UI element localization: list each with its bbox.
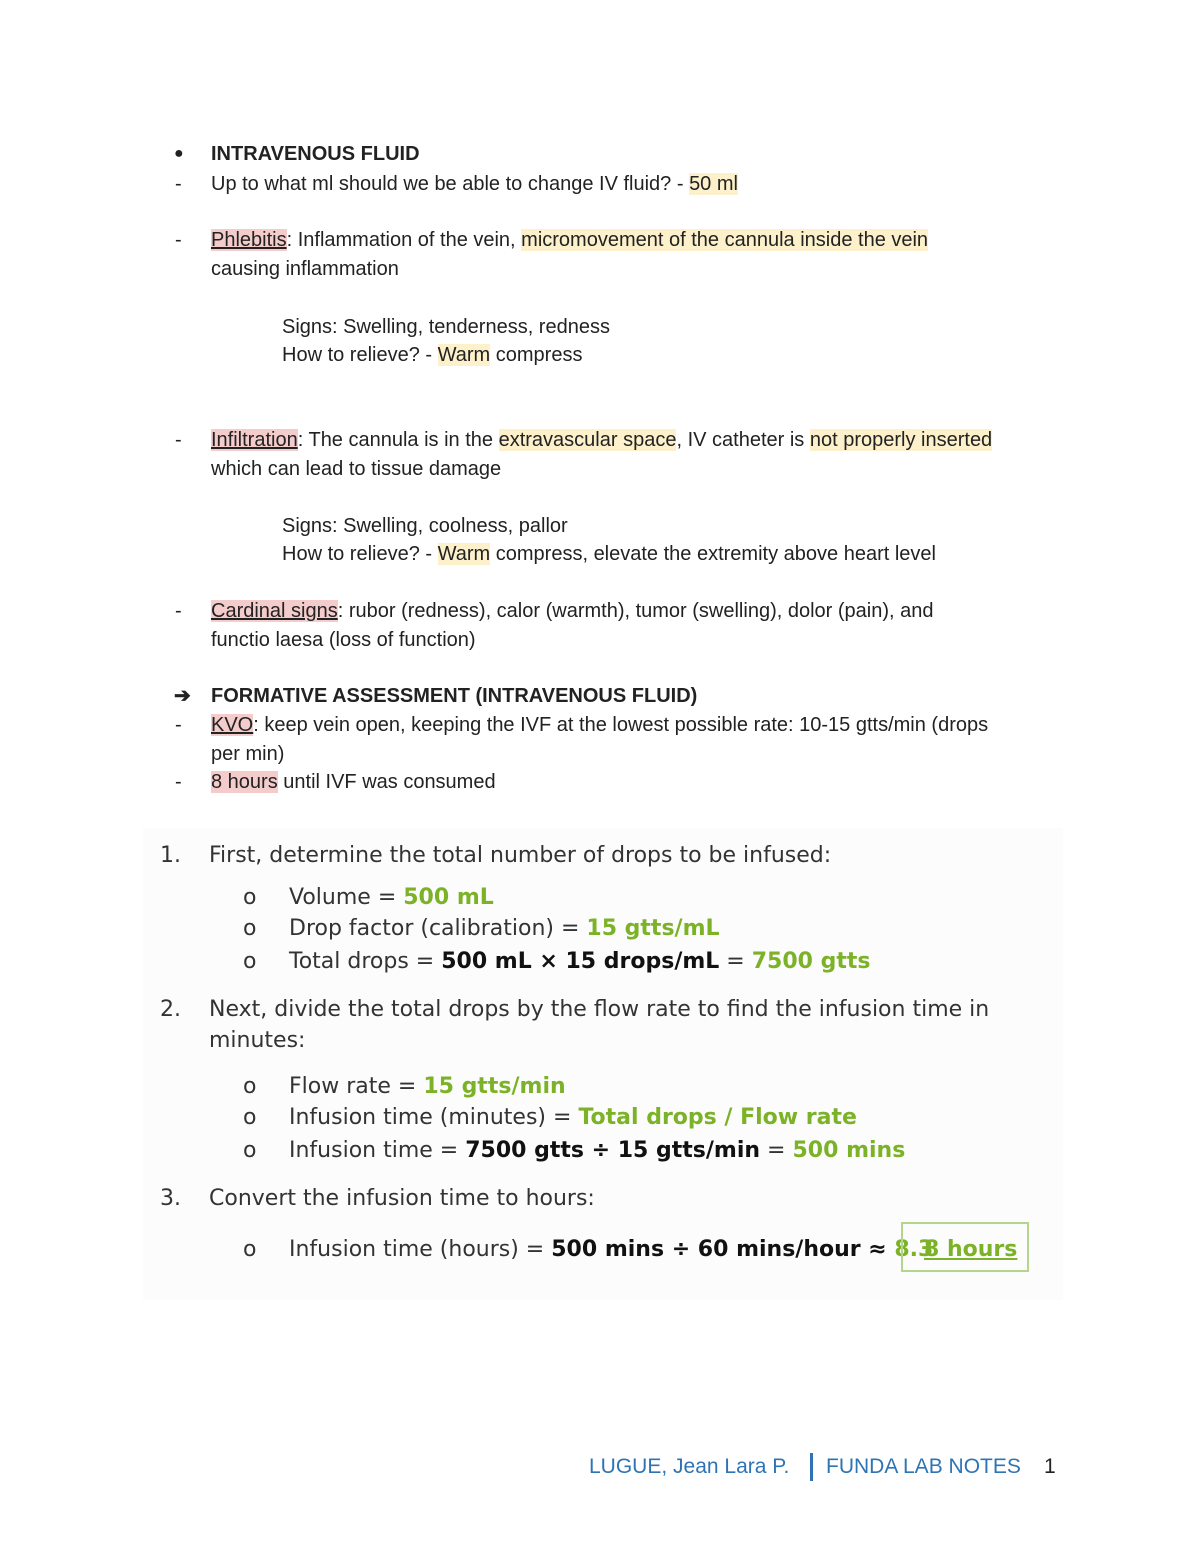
step-formula: 7500 gtts ÷ 15 gtts/min bbox=[465, 1138, 761, 1163]
footer-author: LUGUE, Jean Lara P. bbox=[589, 1455, 790, 1478]
step-label: Total drops = bbox=[289, 949, 442, 974]
step-bullet: o bbox=[243, 949, 257, 974]
kvo-definition-cont: per min) bbox=[211, 743, 285, 765]
step-value: 7500 gtts bbox=[751, 949, 871, 974]
step-title: First, determine the total number of drops to be infused: bbox=[209, 843, 832, 868]
step-label: Infusion time (hours) = bbox=[289, 1237, 552, 1262]
step-line-volume bbox=[289, 883, 494, 913]
step-line-total-drops bbox=[289, 947, 871, 977]
step-value: 500 mins bbox=[792, 1138, 906, 1163]
step-bullet: o bbox=[243, 1237, 257, 1262]
step-bullet: o bbox=[243, 1105, 257, 1130]
step-label: Infusion time (minutes) = bbox=[289, 1105, 579, 1130]
cardinal-signs-definition-cont: functio laesa (loss of function) bbox=[211, 629, 476, 651]
phlebitis-relief bbox=[282, 341, 582, 369]
step-number: 3. bbox=[160, 1186, 181, 1211]
definition-text: , IV catheter is bbox=[676, 429, 810, 451]
answer-value: 8 hours bbox=[924, 1237, 1018, 1262]
step-label: Infusion time = bbox=[289, 1138, 466, 1163]
step-number: 2. bbox=[160, 997, 181, 1022]
relief-text: compress, elevate the extremity above heart level bbox=[490, 543, 936, 565]
term-infiltration: Infiltration bbox=[211, 429, 298, 451]
definition-text: : rubor (redness), calor (warmth), tumor (swelling), dolor (pain), and bbox=[337, 600, 934, 622]
question-iv-fluid bbox=[211, 170, 738, 198]
hours-text: until IVF was consumed bbox=[277, 771, 496, 793]
term-kvo: KVO bbox=[211, 714, 254, 736]
step-bullet: o bbox=[243, 1138, 257, 1163]
step-bullet: o bbox=[243, 1074, 257, 1099]
section-title-intravenous-fluid: INTRAVENOUS FLUID bbox=[211, 143, 420, 165]
bullet-icon: ● bbox=[174, 145, 184, 162]
definition-text: : The cannula is in the bbox=[297, 429, 499, 451]
step-number: 1. bbox=[160, 843, 181, 868]
relief-question: How to relieve? - bbox=[282, 344, 438, 366]
dash-marker: - bbox=[175, 429, 182, 451]
step-value: 8.3 bbox=[894, 1237, 934, 1262]
footer-title: FUNDA LAB NOTES bbox=[826, 1455, 1021, 1478]
step-title: Next, divide the total drops by the flow rate to find the infusion time in bbox=[209, 997, 990, 1022]
dash-marker: - bbox=[175, 771, 182, 793]
infiltration-relief bbox=[282, 540, 936, 568]
relief-question: How to relieve? - bbox=[282, 543, 438, 565]
step-value: 15 gtts/min bbox=[423, 1074, 566, 1099]
definition-text: : keep vein open, keeping the IVF at the lowest possible rate: 10-15 gtts/min (drops bbox=[253, 714, 989, 736]
step-value: 500 mL bbox=[403, 885, 494, 910]
footer-divider bbox=[810, 1453, 813, 1481]
definition-highlight: not properly inserted bbox=[809, 429, 993, 451]
dash-marker: - bbox=[175, 600, 182, 622]
term-phlebitis: Phlebitis bbox=[211, 229, 287, 251]
step-bullet: o bbox=[243, 885, 257, 910]
step-line-drop-factor bbox=[289, 914, 720, 944]
kvo-definition bbox=[211, 711, 988, 739]
dash-marker: - bbox=[175, 173, 182, 195]
phlebitis-definition bbox=[211, 226, 928, 254]
definition-highlight: micromovement of the cannula inside the vein bbox=[521, 229, 929, 251]
section-title-formative: FORMATIVE ASSESSMENT (INTRAVENOUS FLUID) bbox=[211, 685, 698, 707]
step-equals: = bbox=[760, 1138, 793, 1163]
dash-marker: - bbox=[175, 714, 182, 736]
dash-marker: - bbox=[175, 229, 182, 251]
step-value: 15 gtts/mL bbox=[586, 916, 720, 941]
infiltration-definition bbox=[211, 426, 992, 454]
answer-text bbox=[924, 1235, 1017, 1265]
step-formula: 500 mins ÷ 60 mins/hour ≈ bbox=[551, 1237, 895, 1262]
step-title-cont: minutes: bbox=[209, 1028, 306, 1053]
term-cardinal-signs: Cardinal signs bbox=[211, 600, 338, 622]
step-formula: 500 mL × 15 drops/mL bbox=[441, 949, 720, 974]
phlebitis-signs: Signs: Swelling, tenderness, redness bbox=[282, 316, 610, 338]
definition-highlight: extravascular space bbox=[498, 429, 677, 451]
relief-highlight: Warm bbox=[437, 344, 491, 366]
step-value: Total drops / Flow rate bbox=[578, 1105, 857, 1130]
step-line-hours bbox=[289, 1235, 933, 1265]
step-label: Drop factor (calibration) = bbox=[289, 916, 587, 941]
definition-text: : Inflammation of the vein, bbox=[286, 229, 522, 251]
hours-highlight: 8 hours bbox=[211, 771, 278, 793]
step-label: Volume = bbox=[289, 885, 404, 910]
step-line-flow-rate bbox=[289, 1072, 566, 1102]
phlebitis-definition-cont: causing inflammation bbox=[211, 258, 399, 280]
relief-text: compress bbox=[490, 344, 583, 366]
step-label: Flow rate = bbox=[289, 1074, 424, 1099]
question-text: Up to what ml should we be able to change IV fluid? - bbox=[211, 173, 690, 195]
answer-highlight: 50 ml bbox=[689, 173, 738, 195]
step-bullet: o bbox=[243, 916, 257, 941]
step-title: Convert the infusion time to hours: bbox=[209, 1186, 595, 1211]
infiltration-definition-cont: which can lead to tissue damage bbox=[211, 458, 502, 480]
step-line-infusion-time bbox=[289, 1136, 905, 1166]
hours-note bbox=[211, 768, 496, 796]
infiltration-signs: Signs: Swelling, coolness, pallor bbox=[282, 515, 568, 537]
step-line-infusion-formula bbox=[289, 1103, 857, 1133]
arrow-icon: ➔ bbox=[174, 685, 191, 707]
page-number: 1 bbox=[1044, 1455, 1056, 1478]
cardinal-signs-definition bbox=[211, 597, 934, 625]
relief-highlight: Warm bbox=[437, 543, 491, 565]
step-equals: = bbox=[719, 949, 752, 974]
